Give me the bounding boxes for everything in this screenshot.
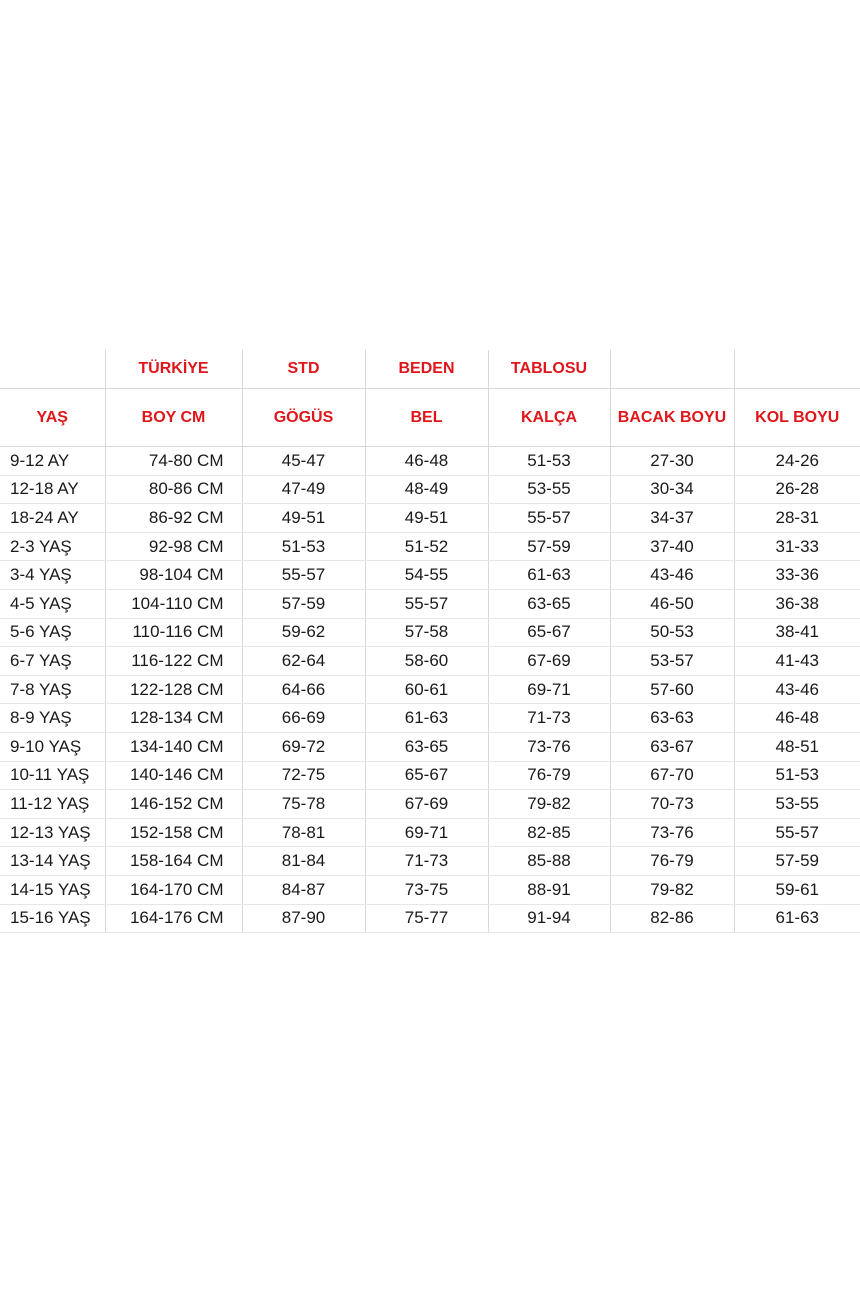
- table-cell: 51-53: [734, 761, 860, 790]
- table-cell: 63-63: [610, 704, 734, 733]
- table-cell: 81-84: [242, 847, 365, 876]
- table-row: [0, 761, 860, 790]
- table-cell: 92-98 CM: [105, 532, 242, 561]
- table-cell: 63-65: [365, 732, 488, 761]
- table-cell: 66-69: [242, 704, 365, 733]
- size-chart-table: [0, 350, 860, 933]
- table-cell: 110-116 CM: [105, 618, 242, 647]
- table-cell: 82-85: [488, 818, 610, 847]
- table-cell: 24-26: [734, 447, 860, 476]
- table-cell: 46-50: [610, 589, 734, 618]
- table-cell: 79-82: [488, 790, 610, 819]
- table-cell: 51-53: [488, 447, 610, 476]
- table-cell: 45-47: [242, 447, 365, 476]
- table-cell: 61-63: [734, 904, 860, 933]
- table-cell: 9-10 YAŞ: [0, 732, 105, 761]
- table-cell: 84-87: [242, 875, 365, 904]
- table-row: [0, 475, 860, 504]
- table-cell: 87-90: [242, 904, 365, 933]
- table-cell: 57-58: [365, 618, 488, 647]
- table-row: [0, 704, 860, 733]
- table-cell: 98-104 CM: [105, 561, 242, 590]
- table-cell: 3-4 YAŞ: [0, 561, 105, 590]
- table-cell: 73-76: [488, 732, 610, 761]
- table-cell: 75-78: [242, 790, 365, 819]
- table-cell: 9-12 AY: [0, 447, 105, 476]
- table-cell: 53-55: [734, 790, 860, 819]
- table-cell: 164-170 CM: [105, 875, 242, 904]
- title-cell: TABLOSU: [488, 350, 610, 389]
- table-row: [0, 790, 860, 819]
- table-cell: 91-94: [488, 904, 610, 933]
- table-cell: 146-152 CM: [105, 790, 242, 819]
- table-cell: 88-91: [488, 875, 610, 904]
- table-cell: 61-63: [488, 561, 610, 590]
- column-header-row: [0, 389, 860, 447]
- column-header-kalca: KALÇA: [488, 389, 610, 447]
- title-cell: STD: [242, 350, 365, 389]
- table-cell: 63-65: [488, 589, 610, 618]
- column-header-gogus: GÖGÜS: [242, 389, 365, 447]
- table-cell: 38-41: [734, 618, 860, 647]
- table-cell: 37-40: [610, 532, 734, 561]
- title-cell: TÜRKİYE: [105, 350, 242, 389]
- table-cell: 26-28: [734, 475, 860, 504]
- table-cell: 76-79: [610, 847, 734, 876]
- table-row: [0, 818, 860, 847]
- table-cell: 69-71: [488, 675, 610, 704]
- table-row: [0, 618, 860, 647]
- table-row: [0, 561, 860, 590]
- table-cell: 59-62: [242, 618, 365, 647]
- table-cell: 73-76: [610, 818, 734, 847]
- table-cell: 33-36: [734, 561, 860, 590]
- table-cell: 140-146 CM: [105, 761, 242, 790]
- table-cell: 11-12 YAŞ: [0, 790, 105, 819]
- table-cell: 80-86 CM: [105, 475, 242, 504]
- table-cell: 34-37: [610, 504, 734, 533]
- table-row: [0, 532, 860, 561]
- table-cell: 134-140 CM: [105, 732, 242, 761]
- table-cell: 63-67: [610, 732, 734, 761]
- table-cell: 55-57: [488, 504, 610, 533]
- table-cell: 104-110 CM: [105, 589, 242, 618]
- table-cell: 49-51: [242, 504, 365, 533]
- table-cell: 128-134 CM: [105, 704, 242, 733]
- table-cell: 74-80 CM: [105, 447, 242, 476]
- table-cell: 65-67: [488, 618, 610, 647]
- table-cell: 48-51: [734, 732, 860, 761]
- column-header-kol-boyu: KOL BOYU: [734, 389, 860, 447]
- table-row: [0, 589, 860, 618]
- title-cell: [0, 350, 105, 389]
- table-cell: 43-46: [610, 561, 734, 590]
- table-cell: 13-14 YAŞ: [0, 847, 105, 876]
- table-cell: 15-16 YAŞ: [0, 904, 105, 933]
- table-row: [0, 647, 860, 676]
- table-cell: 78-81: [242, 818, 365, 847]
- table-cell: 49-51: [365, 504, 488, 533]
- table-cell: 12-18 AY: [0, 475, 105, 504]
- table-row: [0, 732, 860, 761]
- table-cell: 59-61: [734, 875, 860, 904]
- table-cell: 48-49: [365, 475, 488, 504]
- column-header-bacak-boyu: BACAK BOYU: [610, 389, 734, 447]
- table-cell: 158-164 CM: [105, 847, 242, 876]
- table-cell: 46-48: [365, 447, 488, 476]
- table-cell: 2-3 YAŞ: [0, 532, 105, 561]
- table-row: [0, 447, 860, 476]
- table-cell: 57-60: [610, 675, 734, 704]
- table-cell: 36-38: [734, 589, 860, 618]
- table-cell: 152-158 CM: [105, 818, 242, 847]
- table-cell: 51-52: [365, 532, 488, 561]
- table-cell: 46-48: [734, 704, 860, 733]
- title-cell: [610, 350, 734, 389]
- table-cell: 54-55: [365, 561, 488, 590]
- table-cell: 61-63: [365, 704, 488, 733]
- table-cell: 47-49: [242, 475, 365, 504]
- table-cell: 7-8 YAŞ: [0, 675, 105, 704]
- table-cell: 82-86: [610, 904, 734, 933]
- column-header-yas: YAŞ: [0, 389, 105, 447]
- table-cell: 43-46: [734, 675, 860, 704]
- table-cell: 30-34: [610, 475, 734, 504]
- table-cell: 72-75: [242, 761, 365, 790]
- title-cell: BEDEN: [365, 350, 488, 389]
- table-cell: 28-31: [734, 504, 860, 533]
- table-cell: 53-55: [488, 475, 610, 504]
- table-cell: 85-88: [488, 847, 610, 876]
- size-chart-body: [0, 350, 860, 933]
- table-cell: 55-57: [734, 818, 860, 847]
- table-cell: 122-128 CM: [105, 675, 242, 704]
- table-cell: 79-82: [610, 875, 734, 904]
- table-row: [0, 904, 860, 933]
- table-title-row: [0, 350, 860, 389]
- table-cell: 27-30: [610, 447, 734, 476]
- table-cell: 50-53: [610, 618, 734, 647]
- table-cell: 51-53: [242, 532, 365, 561]
- table-cell: 41-43: [734, 647, 860, 676]
- table-cell: 69-72: [242, 732, 365, 761]
- table-cell: 116-122 CM: [105, 647, 242, 676]
- table-row: [0, 504, 860, 533]
- table-cell: 69-71: [365, 818, 488, 847]
- table-cell: 75-77: [365, 904, 488, 933]
- table-cell: 70-73: [610, 790, 734, 819]
- table-cell: 55-57: [365, 589, 488, 618]
- table-cell: 18-24 AY: [0, 504, 105, 533]
- table-cell: 58-60: [365, 647, 488, 676]
- table-cell: 62-64: [242, 647, 365, 676]
- table-cell: 4-5 YAŞ: [0, 589, 105, 618]
- table-cell: 73-75: [365, 875, 488, 904]
- table-cell: 164-176 CM: [105, 904, 242, 933]
- table-cell: 71-73: [365, 847, 488, 876]
- table-cell: 57-59: [734, 847, 860, 876]
- table-cell: 12-13 YAŞ: [0, 818, 105, 847]
- column-header-bel: BEL: [365, 389, 488, 447]
- table-cell: 76-79: [488, 761, 610, 790]
- table-cell: 14-15 YAŞ: [0, 875, 105, 904]
- column-header-boy: BOY CM: [105, 389, 242, 447]
- table-cell: 67-69: [365, 790, 488, 819]
- table-cell: 57-59: [488, 532, 610, 561]
- table-cell: 86-92 CM: [105, 504, 242, 533]
- table-cell: 8-9 YAŞ: [0, 704, 105, 733]
- table-cell: 53-57: [610, 647, 734, 676]
- table-cell: 31-33: [734, 532, 860, 561]
- table-row: [0, 847, 860, 876]
- table-cell: 67-70: [610, 761, 734, 790]
- table-cell: 55-57: [242, 561, 365, 590]
- title-cell: [734, 350, 860, 389]
- table-cell: 60-61: [365, 675, 488, 704]
- table-cell: 64-66: [242, 675, 365, 704]
- table-cell: 57-59: [242, 589, 365, 618]
- table-row: [0, 875, 860, 904]
- table-cell: 5-6 YAŞ: [0, 618, 105, 647]
- table-cell: 10-11 YAŞ: [0, 761, 105, 790]
- table-row: [0, 675, 860, 704]
- table-cell: 6-7 YAŞ: [0, 647, 105, 676]
- table-cell: 67-69: [488, 647, 610, 676]
- table-cell: 65-67: [365, 761, 488, 790]
- table-cell: 71-73: [488, 704, 610, 733]
